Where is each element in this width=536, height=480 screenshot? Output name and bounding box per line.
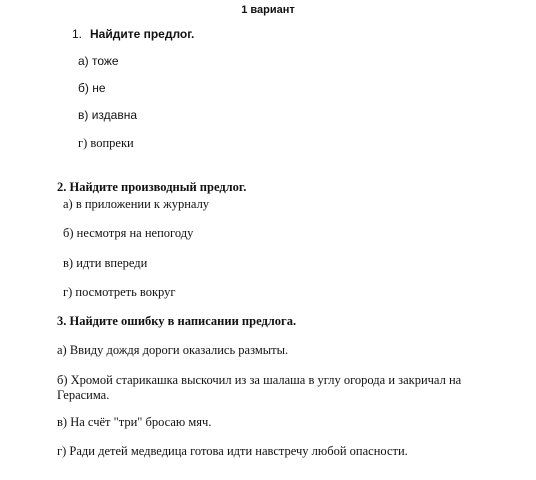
question-2-option-b: б) несмотря на непогоду	[63, 226, 194, 240]
question-3-option-b-line-1: б) Хромой старикашка выскочил из за шалаша в углу огорода и закричал на	[57, 373, 462, 387]
question-3-title: 3. Найдите ошибку в написании предлога.	[57, 314, 297, 328]
question-3-option-b-line-2: Герасима.	[57, 388, 110, 402]
question-2-option-c: в) идти впереди	[63, 256, 148, 270]
question-2-title: 2. Найдите производный предлог.	[57, 180, 247, 194]
question-3-option-c: в) На счёт "три" бросаю мяч.	[57, 415, 212, 429]
variant-heading: 1 вариант	[241, 4, 295, 16]
question-3-option-d: г) Ради детей медведица готова идти навстречу любой опасности.	[57, 444, 408, 458]
question-1-option-b: б) не	[78, 81, 106, 95]
question-1-number: 1.	[72, 27, 83, 41]
question-2-option-d: г) посмотреть вокруг	[63, 285, 176, 299]
question-2-option-a: а) в приложении к журналу	[63, 197, 210, 211]
question-1-option-a: а) тоже	[78, 54, 119, 68]
question-3-option-a: а) Ввиду дождя дороги оказались размыты.	[57, 343, 289, 357]
question-1-title: Найдите предлог.	[90, 27, 195, 41]
question-1-option-c: в) издавна	[78, 108, 137, 122]
question-1-option-d: г) вопреки	[78, 136, 134, 150]
